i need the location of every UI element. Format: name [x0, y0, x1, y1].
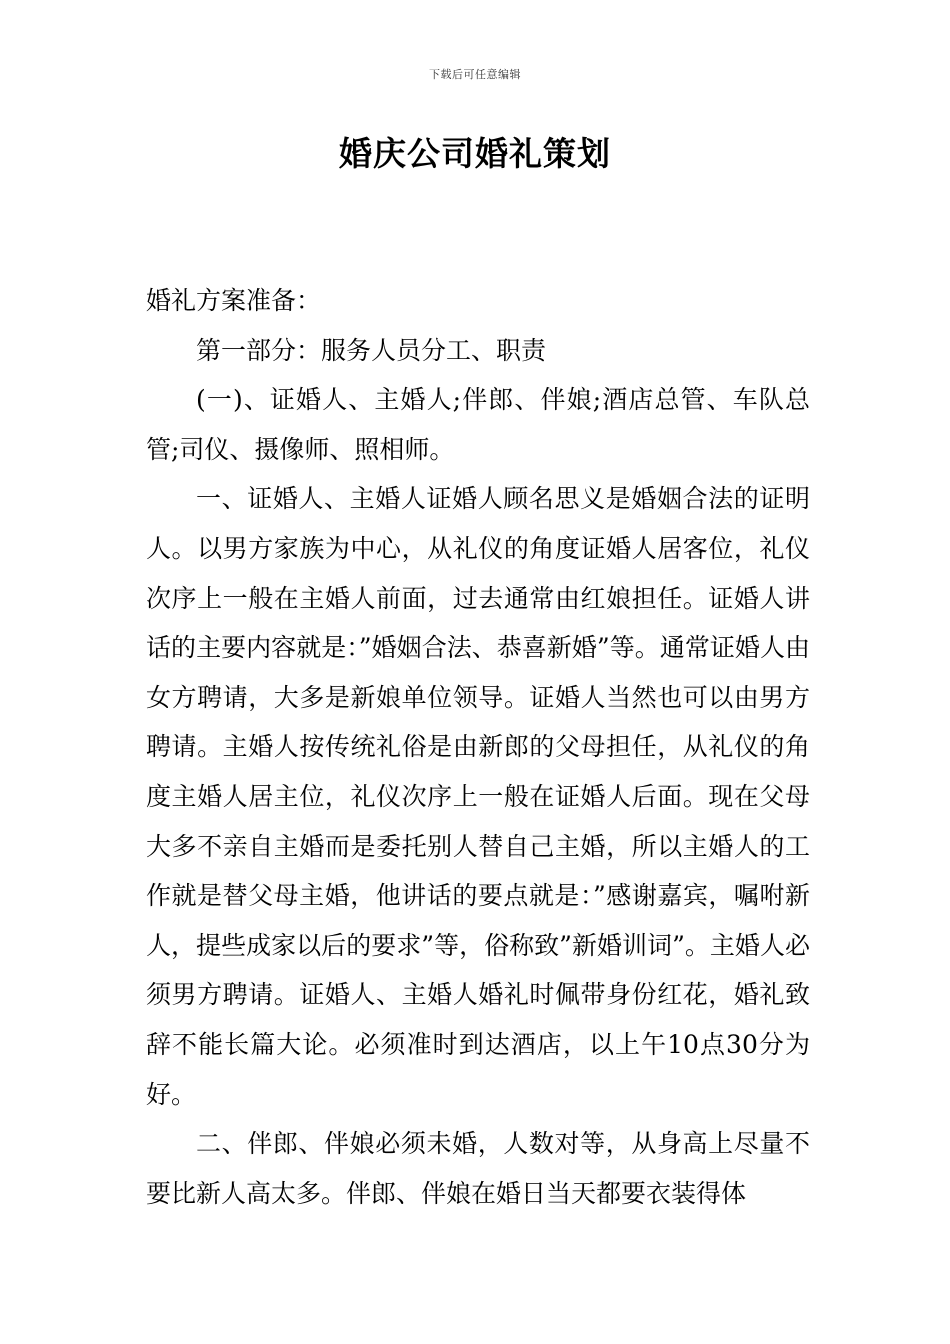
section-heading: 婚礼方案准备： — [146, 286, 322, 315]
header-note: 下载后可任意编辑 — [429, 68, 521, 81]
role-list-paragraph: (一)、证婚人、主婚人;伴郎、伴娘;酒店总管、车队总管;司仪、摄像师、照相师。 — [146, 385, 810, 464]
document-body — [146, 276, 810, 1218]
part-heading: 第一部分：服务人员分工、职责 — [196, 335, 547, 365]
document-title: 婚庆公司婚礼策划 — [339, 134, 611, 173]
groomsman-bridesmaid-paragraph: 二、伴郎、伴娘必须未婚，人数对等，从身高上尽量不要比新人高太多。伴郎、伴娘在婚日当天都要衣装得体 — [146, 1129, 810, 1208]
witness-officiant-paragraph: 一、证婚人、主婚人证婚人顾名思义是婚姻合法的证明人。以男方家族为中心，从礼仪的角度证婚人居客位，礼仪次序上一般在主婚人前面，过去通常由红娘担任。证婚人讲话的主要内容就是：”婚姻合法、恭喜新婚”等。通常证婚人由女方聘请，大多是新娘单位领导。证婚人当然也可以由男方聘请。主婚人按传统礼俗是由新郎的父母担任，从礼仪的角度主婚人居主位，礼仪次序上一般在证婚人后面。现在父母大多不亲自主婚而是委托别人替自己主婚，所以主婚人的工作就是替父母主婚，他讲话的要点就是：”感谢嘉宾，嘱咐新人，提些成家以后的要求”等，俗称致”新婚训词”。主婚人必须男方聘请。证婚人、主婚人婚礼时佩带身份红花，婚礼致辞不能长篇大论。必须准时到达酒店，以上午10点30分为好。 — [146, 484, 810, 1109]
